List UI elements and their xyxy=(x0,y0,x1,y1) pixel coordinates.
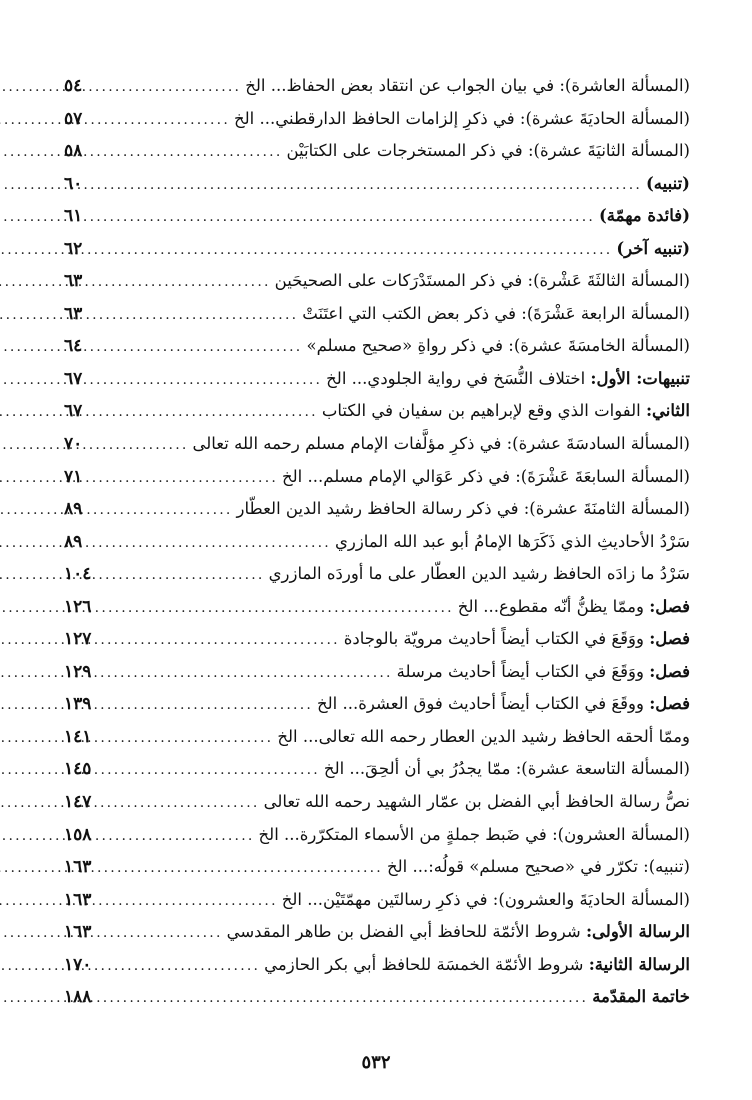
toc-entry-heading: (فائدة مهمّة) xyxy=(599,206,690,226)
toc-entry-text: ووقَعَ في الكتاب أيضاً أحاديث فوق العشرة... الخ xyxy=(317,694,644,714)
dot-leader xyxy=(100,527,335,560)
toc-entry-page-number: ٧٠ xyxy=(64,434,83,455)
toc-entry xyxy=(64,200,690,233)
toc-entry xyxy=(64,753,690,786)
toc-entry-heading: فصل: xyxy=(649,694,690,714)
toc-entry xyxy=(64,688,690,721)
toc-entry-page-number: ١٤١ xyxy=(64,726,92,747)
toc-entry-text: وممّا يظنُّ أنّه مقطوع... الخ xyxy=(457,596,644,616)
toc-entry xyxy=(64,103,690,136)
toc-entry-text: (المسألة السابعَةَ عَشْرَةَ): في ذكر عَوَالي الإمام مسلم... الخ xyxy=(282,466,690,486)
toc-entry-text: (المسألة الخامسَةَ عشرة): في ذكر رواةِ «صحيح مسلم» xyxy=(306,336,690,356)
toc-entry-title xyxy=(397,656,690,689)
toc-entry xyxy=(64,623,690,656)
toc-entry-title xyxy=(264,949,690,982)
toc-entry-text: ووَقَعَ في الكتاب أيضاً أحاديث مرسلة xyxy=(396,661,644,681)
toc-entry-title xyxy=(234,103,690,136)
dot-leader xyxy=(100,754,324,787)
dot-leader xyxy=(100,982,592,1015)
toc-entry-text: (المسألة التاسعة عشرة): ممّا يجدُرُ بي أن ألحِقَ... الخ xyxy=(323,759,690,779)
toc-entry-text: (المسألة الثالثَةَ عَشْرة): في ذكر المستَدْرَكات على الصحيحَين xyxy=(274,271,690,291)
dot-leader xyxy=(100,299,302,332)
toc-entry-heading: الثاني: xyxy=(645,401,690,421)
toc-entry xyxy=(64,721,690,754)
toc-entry-text: وممّا ألحقه الحافظ رشيد الدين العطار رحمه الله تعالى... الخ xyxy=(277,726,690,746)
dot-leader xyxy=(100,331,306,364)
toc-entry xyxy=(64,428,690,461)
toc-entry-title xyxy=(324,753,690,786)
toc-entry-heading: (تنبيه آخر) xyxy=(616,238,690,258)
toc-entry xyxy=(64,851,690,884)
toc-entry-text: (المسألة الحاديَةَ والعشرون): في ذكرِ رسالتَين مهمّتَيْن... الخ xyxy=(281,889,690,909)
dot-leader xyxy=(100,950,264,983)
toc-entry-title xyxy=(282,884,690,917)
toc-entry-text: (المسألة العشرون): في ضَبط جملةٍ من الأسماء المتكرّرة... الخ xyxy=(258,824,690,844)
toc-entry-title xyxy=(302,298,690,331)
toc-entry-title xyxy=(264,786,690,819)
dot-leader xyxy=(100,592,458,625)
dot-leader xyxy=(100,104,234,137)
table-of-contents xyxy=(64,70,690,1014)
toc-entry-heading: (تنبيه) xyxy=(646,173,690,193)
toc-entry-page-number: ١٦٣ xyxy=(64,922,92,943)
toc-entry-text: ووَقَعَ في الكتاب أيضاً أحاديث مرويّة بالوجادة xyxy=(343,629,644,649)
toc-entry-title xyxy=(282,461,690,494)
toc-entry-title xyxy=(592,981,690,1014)
toc-entry xyxy=(64,819,690,852)
toc-entry-title xyxy=(269,558,690,591)
toc-entry-page-number: ٥٤ xyxy=(64,76,83,96)
toc-entry-page-number: ١٨٨ xyxy=(64,987,92,1008)
toc-entry-text: شروط الأئمّة الخمسَة للحافظ أبي بكر الحازمي xyxy=(264,954,584,974)
dot-leader xyxy=(100,364,326,397)
toc-entry-page-number: ١٣٩ xyxy=(64,694,92,715)
toc-entry-text: (المسألة العاشرة): في بيان الجواب عن انتقاد بعض الحفاظ... الخ xyxy=(245,76,690,95)
toc-entry xyxy=(64,916,690,949)
toc-entry-title xyxy=(306,330,690,363)
toc-entry xyxy=(64,656,690,689)
toc-entry-heading: الرسالة الأولى: xyxy=(585,922,690,942)
toc-entry-title xyxy=(599,200,690,233)
toc-entry xyxy=(64,135,690,168)
toc-entry-text: (المسألة السادسَةَ عشرة): في ذكرِ مؤلَّفات الإمام مسلم رحمه الله تعالى xyxy=(192,434,690,454)
toc-entry-heading: فصل: xyxy=(649,629,690,649)
dot-leader xyxy=(100,787,264,820)
dot-leader xyxy=(100,559,269,592)
toc-entry-text: (المسألة الثانيَةَ عشرة): في ذكر المستخرجات على الكتابَيْن xyxy=(286,141,690,161)
toc-entry-page-number: ١٧٠ xyxy=(64,954,92,975)
toc-entry-heading: فصل: xyxy=(649,596,690,616)
toc-entry-page-number: ١٤٧ xyxy=(64,792,92,813)
toc-entry-page-number: ٧١ xyxy=(64,466,83,487)
toc-entry-title xyxy=(317,688,690,721)
toc-entry-text: الفوات الذي وقع لإبراهيم بن سفيان في الكتاب xyxy=(321,401,641,421)
toc-entry-page-number: ١٠٤ xyxy=(64,564,92,585)
toc-entry-page-number: ١٤٥ xyxy=(64,759,92,780)
toc-entry xyxy=(64,981,690,1014)
toc-entry-page-number: ١٢٧ xyxy=(64,629,92,650)
dot-leader xyxy=(100,429,193,462)
toc-entry-page-number: ٨٩ xyxy=(64,531,83,552)
toc-entry-heading: خاتمة المقدّمة xyxy=(592,987,690,1007)
toc-entry xyxy=(64,526,690,559)
dot-leader xyxy=(100,396,322,429)
dot-leader xyxy=(100,852,387,885)
toc-entry-page-number: ٦١ xyxy=(64,206,83,227)
toc-entry xyxy=(64,461,690,494)
toc-entry-page-number: ١٥٨ xyxy=(64,824,92,845)
toc-entry-page-number: ٦٣ xyxy=(64,303,83,324)
toc-entry-page-number: ٦٢ xyxy=(64,238,83,259)
toc-entry xyxy=(64,786,690,819)
dot-leader xyxy=(100,917,227,950)
toc-entry xyxy=(64,363,690,396)
toc-entry-title xyxy=(193,428,691,461)
toc-entry xyxy=(64,168,690,201)
toc-entry-title xyxy=(335,526,690,559)
toc-entry-page-number: ٥٧ xyxy=(64,108,83,129)
toc-entry-text: اختلاف النُّسَخ في رواية الجلودي... الخ xyxy=(326,368,586,388)
toc-entry-title xyxy=(458,591,690,624)
toc-entry-page-number: ٨٩ xyxy=(64,499,83,520)
toc-entry-title xyxy=(277,721,690,754)
toc-entry-text: (المسألة الحاديَةَ عشرة): في ذكرِ إلزامات الحافظ الدارقطني... الخ xyxy=(233,108,690,128)
dot-leader xyxy=(100,462,282,495)
toc-entry xyxy=(64,265,690,298)
toc-entry-title xyxy=(344,623,690,656)
toc-entry-page-number: ١٦٣ xyxy=(64,857,92,878)
toc-entry-page-number: ٥٨ xyxy=(64,141,83,162)
toc-entry-text: (المسألة الثامنَةَ عشرة): في ذكر رسالة الحافظ رشيد الدين العطّار xyxy=(236,499,690,519)
toc-entry-text: نصُّ رسالة الحافظ أبي الفضل بن عمّار الشهيد رحمه الله تعالى xyxy=(263,792,690,812)
toc-entry-heading: الرسالة الثانية: xyxy=(588,954,690,974)
toc-entry-page-number: ١٢٩ xyxy=(64,661,92,682)
toc-entry xyxy=(64,949,690,982)
dot-leader xyxy=(100,722,277,755)
toc-entry xyxy=(64,70,690,103)
toc-entry-text: (المسألة الرابعة عَشْرَةَ): في ذكر بعض الكتب التي اعتَنَتْ xyxy=(302,303,690,323)
dot-leader xyxy=(100,266,275,299)
dot-leader xyxy=(100,624,344,657)
toc-entry-text: (تنبيه): تكرّر في «صحيح مسلم» قولُه:... الخ xyxy=(386,857,690,877)
dot-leader xyxy=(100,234,616,267)
dot-leader xyxy=(100,71,245,104)
toc-entry-title xyxy=(245,70,690,103)
page-number: ٥٣٢ xyxy=(361,1052,391,1073)
toc-entry xyxy=(64,233,690,266)
toc-entry-text: سَرْدُ الأحاديثِ الذي ذَكَرَها الإمامُ أبو عبد الله المازري xyxy=(334,531,690,551)
toc-entry-page-number: ٦٣ xyxy=(64,271,83,292)
dot-leader xyxy=(100,169,646,202)
toc-entry-title xyxy=(646,168,690,201)
toc-entry-heading: تنبيهات: الأول: xyxy=(590,368,690,388)
toc-entry-title xyxy=(387,851,690,884)
toc-entry-title xyxy=(237,493,690,526)
toc-entry xyxy=(64,558,690,591)
toc-entry xyxy=(64,591,690,624)
dot-leader xyxy=(100,689,317,722)
dot-leader xyxy=(100,136,286,169)
toc-entry-title xyxy=(322,395,690,428)
toc-entry xyxy=(64,298,690,331)
dot-leader xyxy=(100,820,259,853)
toc-entry-title xyxy=(286,135,690,168)
toc-entry-title xyxy=(616,233,690,266)
dot-leader xyxy=(100,657,397,690)
toc-entry xyxy=(64,884,690,917)
toc-entry-title xyxy=(275,265,690,298)
toc-entry-page-number: ١٢٦ xyxy=(64,596,92,617)
toc-entry xyxy=(64,395,690,428)
toc-entry xyxy=(64,493,690,526)
toc-entry-title xyxy=(259,819,690,852)
toc-entry-page-number: ٦٤ xyxy=(64,336,83,357)
dot-leader xyxy=(100,201,599,234)
toc-entry-heading: فصل: xyxy=(649,661,690,681)
toc-entry-page-number: ٦٠ xyxy=(64,173,83,194)
toc-entry-page-number: ٦٧ xyxy=(64,368,83,389)
toc-entry xyxy=(64,330,690,363)
toc-entry-title xyxy=(326,363,690,396)
toc-entry-text: شروط الأئمّة للحافظ أبي الفضل بن طاهر المقدسي xyxy=(226,922,581,942)
dot-leader xyxy=(100,885,282,918)
dot-leader xyxy=(100,494,237,527)
toc-entry-page-number: ١٦٣ xyxy=(64,889,92,910)
toc-entry-title xyxy=(227,916,690,949)
toc-entry-text: سَرْدُ ما زادَه الحافظ رشيد الدين العطّار على ما أوردَه المازري xyxy=(268,564,690,584)
toc-entry-page-number: ٦٧ xyxy=(64,401,83,422)
